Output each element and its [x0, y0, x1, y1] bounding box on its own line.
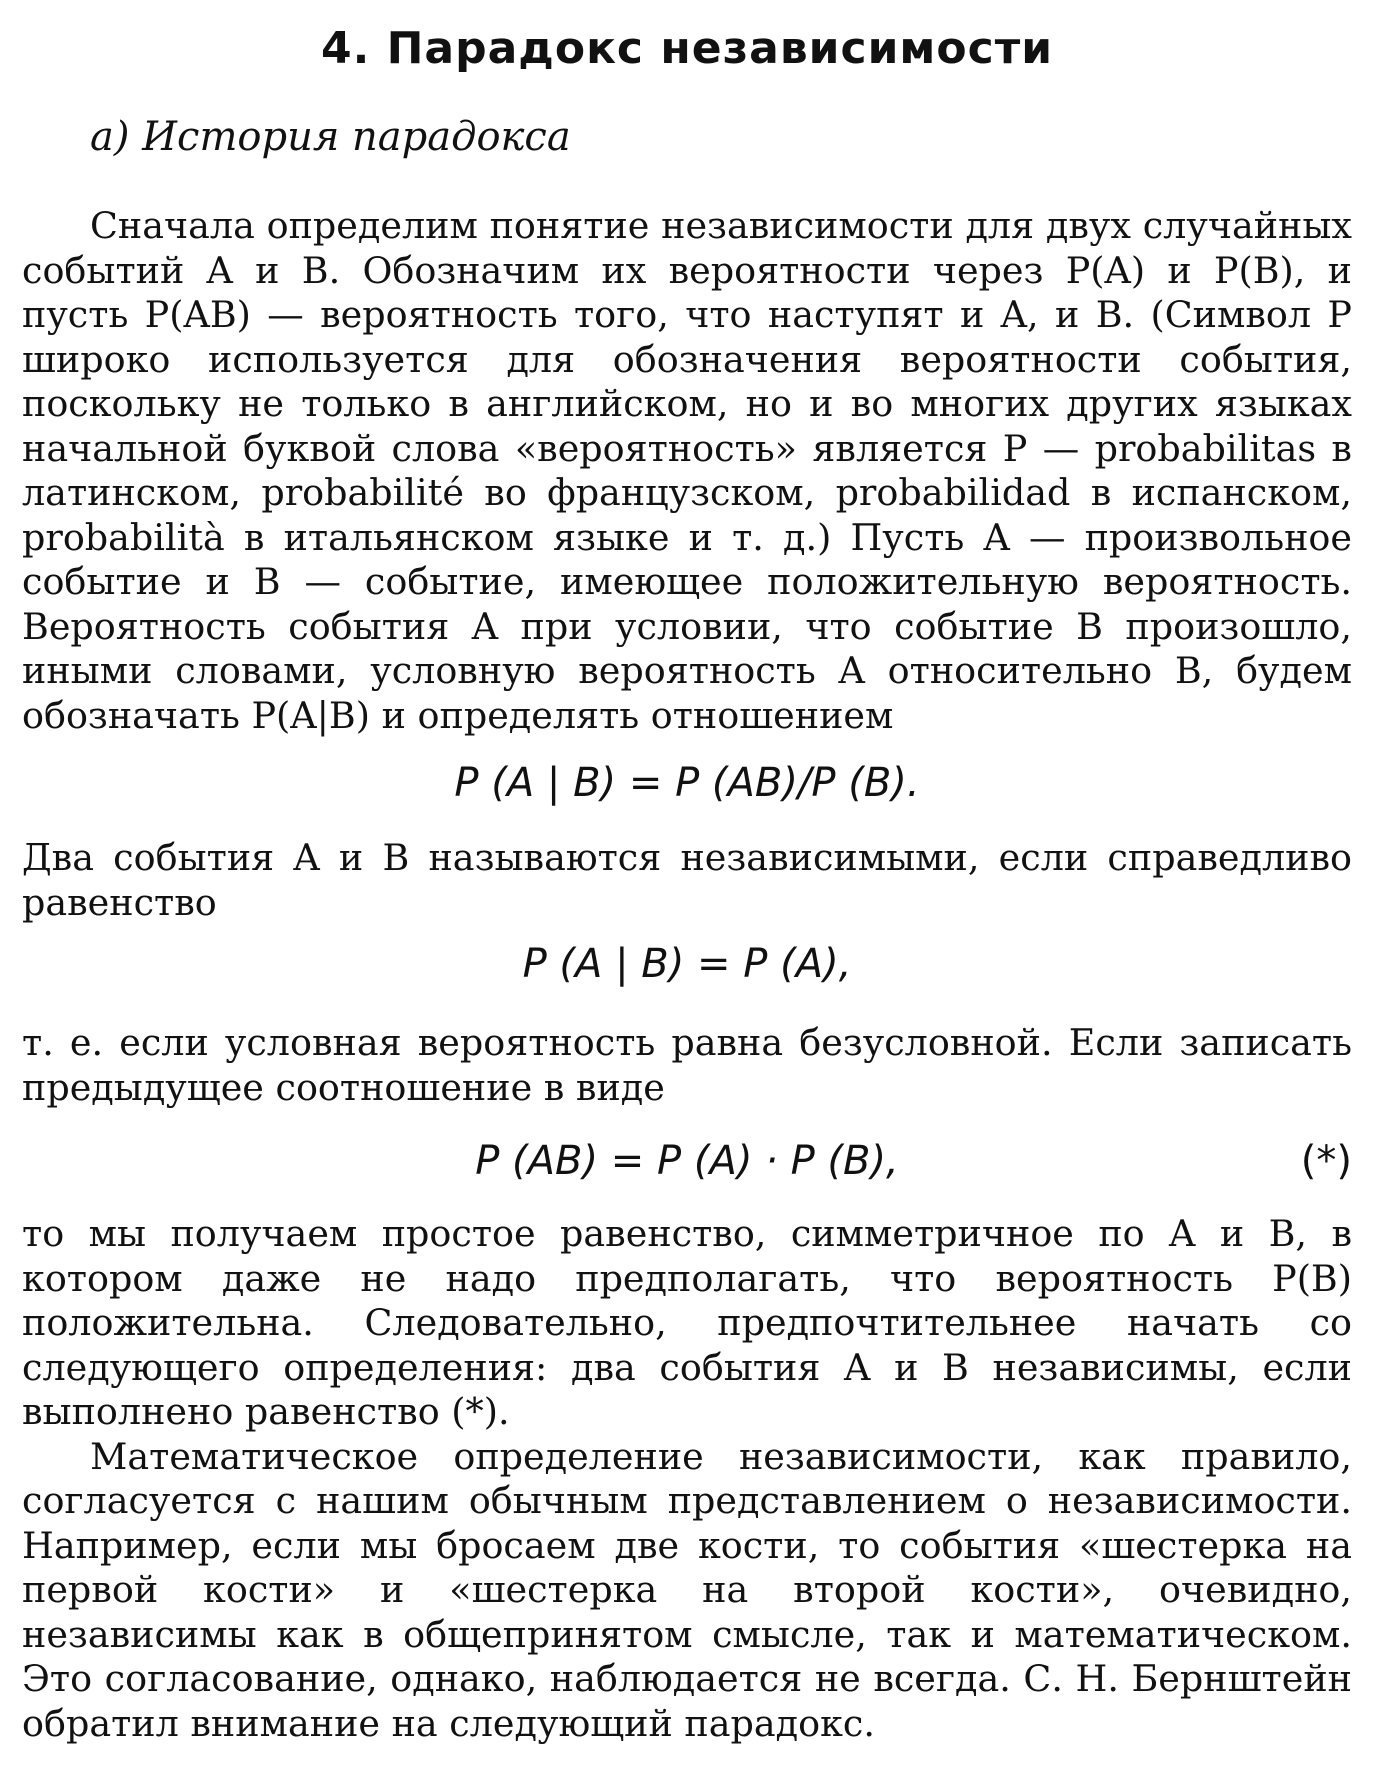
paragraph-symmetric: то мы получаем простое равенство, симметричное по A и B, в котором даже не надо предполагать, что вероятность P(B) положительна. Следовательно, предпочтительнее начать со следующего определения: два события A и B независимы, если выполнено равенство (*).: [22, 1212, 1352, 1433]
paragraph-definitions: Сначала определим понятие независимости для двух случайных событий A и B. Обозначим их вероятности через P(A) и P(B), и пусть P(AB) — вероятность того, что наступят и A, и B. (Символ P широко используется для обозначения вероятности события, поскольку не только в английском, но и во многих других языках начальной буквой слова «вероятность» является P — probabilitas в латинском, probabilité во французском, probabilidad в испанском, probabilità в итальянском языке и т. д.) Пусть A — произвольное событие и B — событие, имеющее положительную вероятность. Вероятность события A при условии, что событие B произошло, иными словами, условную вероятность A относительно B, будем обозначать P(A|B) и определять отношением: [22, 204, 1352, 737]
formula-product: [22, 1130, 1352, 1192]
paragraph-unconditional: т. е. если условная вероятность равна безусловной. Если записать предыдущее соотношение в виде: [22, 1021, 1352, 1109]
document-page: [22, 18, 1352, 1746]
formula-tag: (*): [1300, 1138, 1352, 1184]
formula-independence-text: P (A | B) = P (A),: [522, 941, 852, 987]
formula-conditional-text: P (A | B) = P (AB)/P (B).: [454, 760, 920, 806]
formula-product-text: P (AB) = P (A) · P (B),: [475, 1138, 899, 1184]
formula-independence: [22, 933, 1352, 995]
formula-conditional-probability: [22, 752, 1352, 814]
section-title: 4. Парадокс независимости: [320, 23, 1054, 74]
paragraph-bernstein: Математическое определение независимости, как правило, согласуется с нашим обычным представлением о независимости. Например, если мы бросаем две кости, то события «шестерка на первой кости» и «шестерка на второй кости», очевидно, независимы как в общепринятом смысле, так и математическом. Это согласование, однако, наблюдается не всегда. С. Н. Бернштейн обратил внимание на следующий парадокс.: [22, 1434, 1352, 1745]
subsection-title: а) История парадокса: [90, 114, 571, 160]
paragraph-independence: Два события A и B называются независимыми, если справедливо равенство: [22, 836, 1352, 924]
